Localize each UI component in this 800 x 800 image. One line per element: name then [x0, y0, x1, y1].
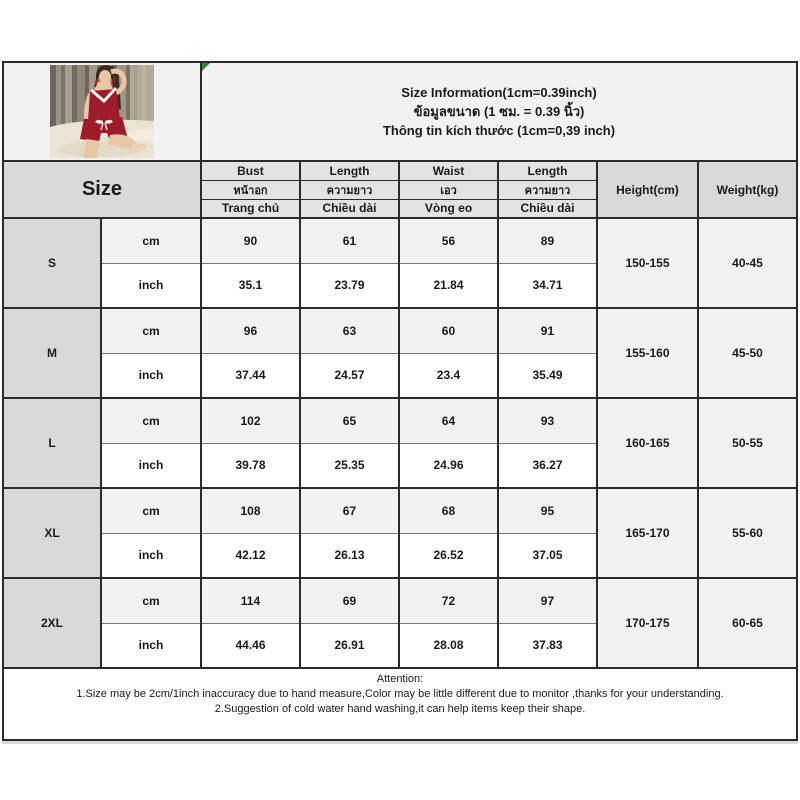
cell-corner-marker-icon	[202, 63, 210, 71]
value-cell: 26.91	[300, 623, 399, 668]
value-cell: 91	[498, 308, 597, 353]
weight-cell: 40-45	[698, 218, 797, 308]
value-cell: 23.4	[399, 353, 498, 398]
weight-cell: 45-50	[698, 308, 797, 398]
value-cell: 90	[201, 218, 300, 263]
col-header-waist-en: Waist	[399, 161, 498, 180]
product-photo-art	[50, 65, 154, 158]
table-row-m-cm	[3, 308, 797, 353]
value-cell: 89	[498, 218, 597, 263]
value-cell: 95	[498, 488, 597, 533]
value-cell: 35.49	[498, 353, 597, 398]
value-cell: 24.57	[300, 353, 399, 398]
col-header-length2-th: ความยาว	[498, 180, 597, 199]
value-cell: 64	[399, 398, 498, 443]
unit-cell: cm	[101, 308, 201, 353]
attention-line-2: 2.Suggestion of cold water hand washing,it can help items keep their shape.	[214, 703, 586, 715]
value-cell: 72	[399, 578, 498, 623]
table-row-header-en	[3, 161, 797, 180]
unit-cell: cm	[101, 488, 201, 533]
table-row-l-cm	[3, 398, 797, 443]
unit-cell: inch	[101, 533, 201, 578]
unit-cell: cm	[101, 578, 201, 623]
value-cell: 35.1	[201, 263, 300, 308]
value-cell: 39.78	[201, 443, 300, 488]
unit-cell: inch	[101, 263, 201, 308]
size-label-cell: 2XL	[3, 578, 101, 668]
weight-cell: 50-55	[698, 398, 797, 488]
value-cell: 61	[300, 218, 399, 263]
value-cell: 24.96	[399, 443, 498, 488]
col-header-length1-vi: Chiều dài	[300, 199, 399, 218]
value-cell: 28.08	[399, 623, 498, 668]
height-cell: 150-155	[597, 218, 698, 308]
value-cell: 37.44	[201, 353, 300, 398]
height-cell: 160-165	[597, 398, 698, 488]
col-header-height: Height(cm)	[597, 161, 698, 218]
value-cell: 36.27	[498, 443, 597, 488]
col-header-bust-th: หน้าอก	[201, 180, 300, 199]
value-cell: 67	[300, 488, 399, 533]
value-cell: 102	[201, 398, 300, 443]
product-photo	[50, 65, 154, 158]
unit-cell: inch	[101, 623, 201, 668]
value-cell: 93	[498, 398, 597, 443]
value-cell: 60	[399, 308, 498, 353]
size-label-cell: M	[3, 308, 101, 398]
unit-cell: cm	[101, 398, 201, 443]
table-row-2xl-cm	[3, 578, 797, 623]
col-header-waist-vi: Vòng eo	[399, 199, 498, 218]
attention-line-1: 1.Size may be 2cm/1inch inaccuracy due to hand measure,Color may be little different due to monitor ,thanks for your understanding.	[76, 688, 724, 700]
title-english: Size Information(1cm=0.39inch)	[401, 85, 597, 100]
weight-cell: 60-65	[698, 578, 797, 668]
value-cell: 37.83	[498, 623, 597, 668]
table-row-s-cm	[3, 218, 797, 263]
title-vietnamese: Thông tin kích thước (1cm=0,39 inch)	[382, 123, 616, 138]
unit-cell: inch	[101, 353, 201, 398]
col-header-length1-th: ความยาว	[300, 180, 399, 199]
value-cell: 65	[300, 398, 399, 443]
value-cell: 97	[498, 578, 597, 623]
height-cell: 170-175	[597, 578, 698, 668]
value-cell: 21.84	[399, 263, 498, 308]
unit-cell: inch	[101, 443, 201, 488]
table-row-top	[3, 62, 797, 161]
size-label-cell: S	[3, 218, 101, 308]
size-label-cell: L	[3, 398, 101, 488]
col-header-bust-en: Bust	[201, 161, 300, 180]
value-cell: 26.13	[300, 533, 399, 578]
value-cell: 114	[201, 578, 300, 623]
value-cell: 37.05	[498, 533, 597, 578]
value-cell: 44.46	[201, 623, 300, 668]
value-cell: 42.12	[201, 533, 300, 578]
value-cell: 56	[399, 218, 498, 263]
col-header-bust-vi: Trang chủ	[201, 199, 300, 218]
col-header-waist-th: เอว	[399, 180, 498, 199]
table-row-attention	[3, 668, 797, 740]
value-cell: 26.52	[399, 533, 498, 578]
height-cell: 165-170	[597, 488, 698, 578]
value-cell: 108	[201, 488, 300, 533]
value-cell: 25.35	[300, 443, 399, 488]
title-thai: ข้อมูลขนาด (1 ซม. = 0.39 นิ้ว)	[413, 104, 585, 119]
height-cell: 155-160	[597, 308, 698, 398]
size-information-header	[201, 62, 797, 161]
product-photo-cell	[3, 62, 201, 161]
value-cell: 63	[300, 308, 399, 353]
value-cell: 96	[201, 308, 300, 353]
value-cell: 69	[300, 578, 399, 623]
attention-note	[3, 668, 797, 740]
size-chart-table	[2, 61, 798, 741]
value-cell: 23.79	[300, 263, 399, 308]
size-label-cell: XL	[3, 488, 101, 578]
col-header-length2-en: Length	[498, 161, 597, 180]
col-header-length1-en: Length	[300, 161, 399, 180]
table-row-xl-cm	[3, 488, 797, 533]
unit-cell: cm	[101, 218, 201, 263]
value-cell: 34.71	[498, 263, 597, 308]
value-cell: 68	[399, 488, 498, 533]
attention-title: Attention:	[376, 673, 424, 685]
size-header-label: Size	[3, 161, 201, 218]
col-header-length2-vi: Chiều dài	[498, 199, 597, 218]
col-header-weight: Weight(kg)	[698, 161, 797, 218]
weight-cell: 55-60	[698, 488, 797, 578]
